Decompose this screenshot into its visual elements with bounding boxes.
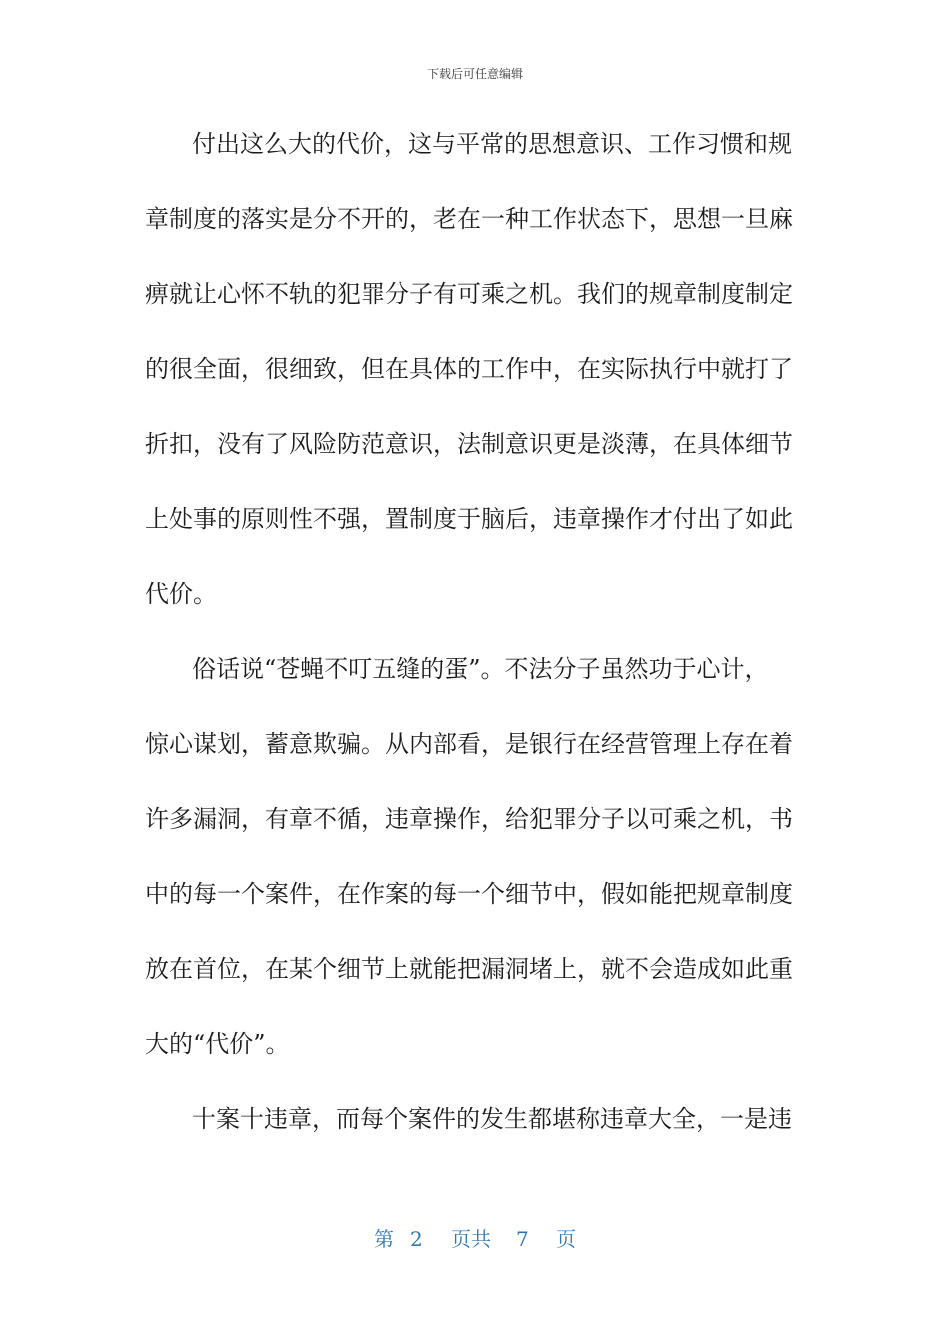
- paragraph-first-line: 付出这么大的代价，这与平常的思想意识、工作习惯和规: [192, 130, 792, 158]
- total-pages-number: 7: [516, 1227, 529, 1251]
- paragraph-line: 的很全面，很细致，但在具体的工作中，在实际执行中就打了: [145, 355, 793, 383]
- text-line: [0, 349, 950, 389]
- page-footer: [0, 1224, 950, 1254]
- current-page-number: 2: [410, 1227, 423, 1251]
- text-line: [0, 199, 950, 239]
- text-line: [0, 499, 950, 539]
- text-line: [0, 874, 950, 914]
- paragraph-last-line: 大的“代价”。: [145, 1030, 290, 1058]
- paragraph-last-line: 代价。: [145, 580, 217, 608]
- text-line: [0, 424, 950, 464]
- paragraph-first-line: 俗话说“苍蝇不叮五缝的蛋”。不法分子虽然功于心计，: [192, 655, 769, 683]
- page-header-note: 下载后可任意编辑: [426, 67, 523, 81]
- text-line: [0, 649, 950, 689]
- paragraph-first-line: 十案十违章，而每个案件的发生都堪称违章大全，一是违: [192, 1105, 792, 1133]
- text-line: [0, 1024, 950, 1064]
- footer-suffix: 页: [556, 1227, 576, 1251]
- text-line: [0, 124, 950, 164]
- paragraph-line: 上处事的原则性不强，置制度于脑后，违章操作才付出了如此: [145, 505, 793, 533]
- text-line: [0, 724, 950, 764]
- text-line: [0, 799, 950, 839]
- paragraph-line: 许多漏洞，有章不循，违章操作，给犯罪分子以可乘之机，书: [145, 805, 793, 833]
- footer-middle: 页共: [451, 1227, 491, 1251]
- paragraph-line: 痹就让心怀不轨的犯罪分子有可乘之机。我们的规章制度制定: [145, 280, 793, 308]
- paragraph-line: 中的每一个案件，在作案的每一个细节中，假如能把规章制度: [145, 880, 793, 908]
- text-line: [0, 574, 950, 614]
- text-line: [0, 1099, 950, 1139]
- paragraph-line: 章制度的落实是分不开的，老在一种工作状态下，思想一旦麻: [145, 205, 793, 233]
- footer-prefix: 第: [374, 1227, 394, 1251]
- paragraph-line: 折扣，没有了风险防范意识，法制意识更是淡薄，在具体细节: [145, 430, 793, 458]
- text-line: [0, 949, 950, 989]
- paragraph-line: 放在首位，在某个细节上就能把漏洞堵上，就不会造成如此重: [145, 955, 793, 983]
- text-line: [0, 274, 950, 314]
- paragraph-line: 惊心谋划，蓄意欺骗。从内部看，是银行在经营管理上存在着: [145, 730, 793, 758]
